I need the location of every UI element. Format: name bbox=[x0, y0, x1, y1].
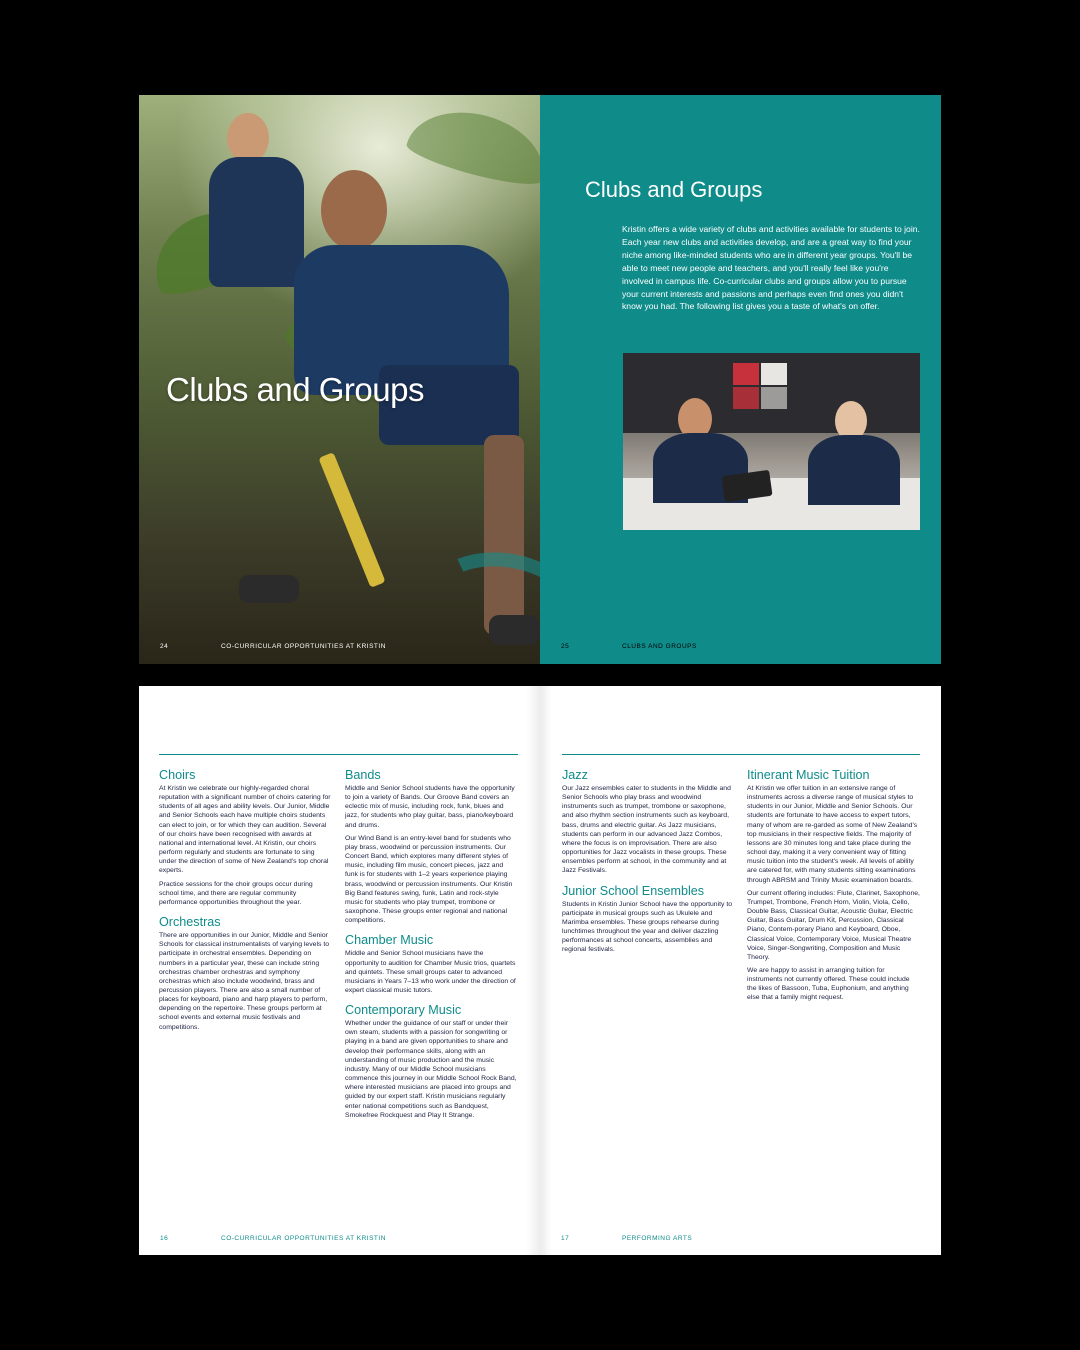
column-2 bbox=[345, 768, 518, 1128]
section-paragraph: Middle and Senior School musicians have the opportunity to audition for Chamber Music trios, quartets and quintets. These small groups cater to advanced musicians in Years 7–13 who work under the direction of expert classical music tutors. bbox=[345, 950, 516, 994]
classroom-photo bbox=[623, 353, 920, 530]
column-2 bbox=[747, 768, 920, 1011]
photo-wall-panel bbox=[733, 387, 759, 409]
section-paragraph: At Kristin we offer tuition in an extensive range of instruments across a diverse range of musical styles to students in our Junior, Middle and Senior Schools. Our students are fortunate to have access to expert tutors, many of whom are re-garded as some of New Zealand's top musicians in their respective fields. The majority of lessons are 30 minutes long and take place during the school day, making it a very convenient way of fitting music tuition into the student's week. All levels of ability are catered for, with many students sitting examinations through ABRSM and Trinity Music examination boards. bbox=[747, 785, 918, 884]
section-paragraph: At Kristin we celebrate our highly-regarded choral reputation with a significant number of choirs catering for students of all ages and ability levels. Our Junior, Middle and Senior Schools each have multiple choirs students can elect to join, or for which they can audition. Several of our choirs have been recognised with awards at national and international level. At Kristin, our choirs perform regularly and students are fortunate to sing under the direction of some of New Zealand's top choral experts. bbox=[159, 785, 331, 875]
page-number: 25 bbox=[561, 643, 570, 650]
header-rule bbox=[159, 754, 518, 755]
section-chamber-music bbox=[345, 933, 518, 995]
photo-wall-panel bbox=[761, 363, 787, 385]
photo-wall-panel bbox=[733, 363, 759, 385]
section-paragraph: Practice sessions for the choir groups occur during school time, and there are regular community performance opportunities throughout the year. bbox=[159, 880, 313, 906]
section-paragraph: Our Wind Band is an entry-level band for students who play brass, woodwind or percussion instruments. Our Concert Band, which explores many different styles of music, including film music, concert pieces, jazz and funk is for students with 1–2 years experience playing brass, woodwind or percussion instruments. Our Kristin Big Band features swing, funk, Latin and rock-style music for students who play trumpet, trombone or saxophone. These groups enter regional and national competitions. bbox=[345, 834, 513, 925]
section-heading: Junior School Ensembles bbox=[562, 883, 705, 898]
student-blazer bbox=[808, 435, 900, 505]
section-heading: Chamber Music bbox=[345, 933, 434, 948]
student-shoe bbox=[239, 575, 299, 603]
header-rule bbox=[562, 754, 920, 755]
photo-wall-panel bbox=[761, 387, 787, 409]
page-footer-label: CO-CURRICULAR OPPORTUNITIES AT KRISTIN bbox=[221, 643, 386, 650]
section-heading: Bands bbox=[345, 768, 381, 782]
page-footer-label: CLUBS AND GROUPS bbox=[622, 643, 697, 650]
section-heading: Jazz bbox=[562, 768, 588, 782]
section-contemporary-music bbox=[345, 1003, 518, 1120]
section-heading: Orchestras bbox=[159, 915, 221, 930]
section-orchestras bbox=[159, 915, 332, 1032]
spade-handle bbox=[318, 452, 385, 588]
page-number: 24 bbox=[160, 643, 169, 650]
top-spread bbox=[139, 95, 941, 664]
column-1 bbox=[562, 768, 735, 963]
section-choirs bbox=[159, 768, 332, 907]
section-heading: Itinerant Music Tuition bbox=[747, 768, 870, 782]
page-17 bbox=[540, 686, 941, 1255]
section-paragraph: Middle and Senior School students have the opportunity to join a variety of Bands. Our Groove Band covers an eclectic mix of music, including rock, funk, blues and jazz, for students who play guitar, bass, piano/keyboard and drums. bbox=[345, 785, 515, 829]
page-footer-label: CO-CURRICULAR OPPORTUNITIES AT KRISTIN bbox=[221, 1235, 386, 1242]
page-number: 16 bbox=[160, 1235, 169, 1242]
student-left-head bbox=[227, 113, 269, 163]
cover-title: Clubs and Groups bbox=[166, 371, 424, 408]
section-jazz bbox=[562, 768, 735, 876]
page-16 bbox=[139, 686, 540, 1255]
section-itinerant-music-tuition bbox=[747, 768, 920, 1003]
section-paragraph: There are opportunities in our Junior, Middle and Senior Schools for classical instrumentalists of varying levels to participate in orchestral ensembles. Depending on numbers in a particular year, these can include string orchestras chamber orchestras and symphony orchestras which also include woodwind, brass and percussion players. There are also a small number of places for keyboard, piano and harp players to perform, depending on the repertoire. These groups perform at school events and external music festivals and competitions. bbox=[159, 932, 330, 1031]
section-heading: Contemporary Music bbox=[345, 1003, 462, 1018]
section-heading: Choirs bbox=[159, 768, 196, 782]
section-bands bbox=[345, 768, 518, 925]
section-paragraph: Students in Kristin Junior School have the opportunity to participate in musical groups such as Ukulele and Marimba ensembles. These groups rehearse during lunchtimes throughout the year and deliver dazzling performances at school concerts, assemblies and regional festivals. bbox=[562, 900, 733, 954]
page-number: 17 bbox=[561, 1235, 570, 1242]
student-right-head bbox=[321, 170, 387, 250]
page-heading: Clubs and Groups bbox=[585, 177, 763, 202]
student-left-body bbox=[209, 157, 304, 287]
section-paragraph: Our Jazz ensembles cater to students in the Middle and Senior Schools who play brass and woodwind instruments such as trumpet, trombone or saxophone, and also rhythm section instruments such as keyboard, bass, drums and electric guitar. As Jazz musicians, students can perform in our advanced Jazz Combos, where the focus is on improvisation. There are also opportunities for Jazz vocalists in these groups. These ensembles perform at school, in the community and at Jazz Festivals. bbox=[562, 785, 731, 875]
column-1 bbox=[159, 768, 332, 1040]
bottom-spread bbox=[139, 686, 941, 1255]
section-junior-school-ensembles bbox=[562, 884, 735, 955]
section-paragraph: Whether under the guidance of our staff or under their own steam, students with a passion for songwriting or playing in a band are given opportunities to share and develop their performance skills, along with an understanding of music production and the music industry. Many of our Middle School musicians commence this journey in our Middle School Rock Band, where interested musicians are placed into groups and guided by our expert staff. Kristin musicians regularly enter national competitions such as Bandquest, Smokefree Rockquest and Play It Strange. bbox=[345, 1020, 517, 1119]
intro-paragraph: Kristin offers a wide variety of clubs and activities available for students to join. Each year new clubs and activities develop, and are a great way to find your niche among like-minded students who are in different year groups. You'll be able to meet new people and teachers, and you'll really feel like you're involved in campus life. Co-curricular clubs and groups allow you to pursue your current interests and passions and perhaps even find ones you didn't know you had. The following list gives you a taste of what's on offer. bbox=[622, 224, 920, 312]
section-paragraph: We are happy to assist in arranging tuition for instruments not currently offered. These could include the likes of Bassoon, Tuba, Euphonium, and anything else that a family might request. bbox=[747, 966, 910, 1002]
cover-photo-page bbox=[139, 95, 540, 664]
page-footer-label: PERFORMING ARTS bbox=[622, 1235, 693, 1242]
section-paragraph: Our current offering includes: Flute, Clarinet, Saxophone, Trumpet, Trombone, French Horn, Violin, Viola, Cello, Double Bass, Classical Guitar, Acoustic Guitar, Electric Guitar, Bass Guitar, Drum Kit, Percussion, Classical Piano, Contem-porary Piano and Keyboard, Oboe, Classical Voice, Contemporary Voice, Musical Theatre Voice, Singer-Songwriting, Composition and Music Theory. bbox=[747, 889, 920, 961]
teal-intro-page bbox=[540, 95, 941, 664]
